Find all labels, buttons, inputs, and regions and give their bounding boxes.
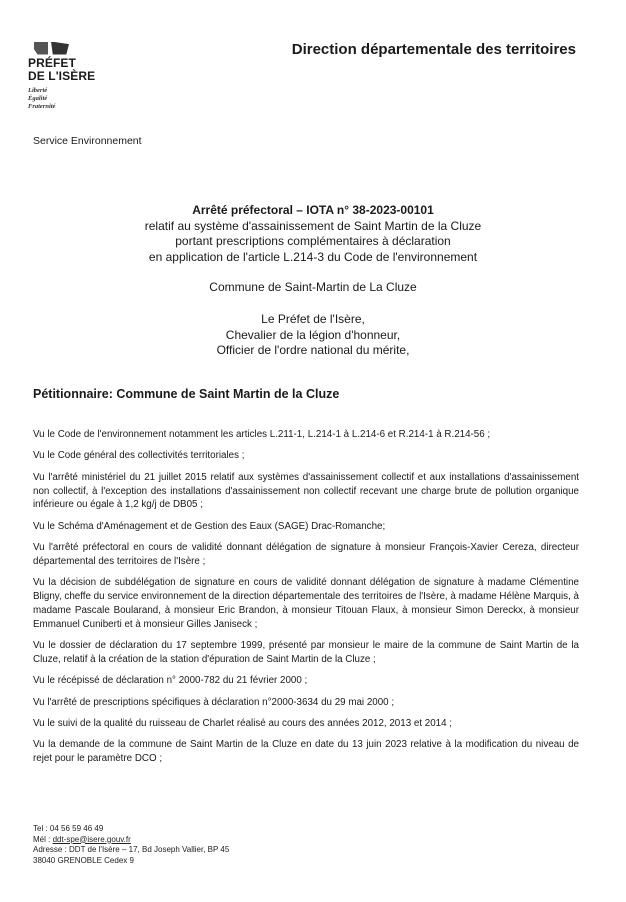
arrete-number: Arrêté préfectoral – IOTA n° 38-2023-00101 [192,203,434,217]
vu-item: Vu la décision de subdélégation de signature en cours de validité donnant délégation de signature à madame Clémentine Bligny, cheffe du service environnement de la direction départementale des territoires de l'Isère, à madame Hélène Marquis, à madame Pascale Boularand, à monsieur Eric Brandon, à monsieur Titouan Flaux, à monsieur Simon Dereckx, à monsieur Emmanuel Cuniberti et à monsieur Gilles Janiseck ; [33,577,579,630]
prefet-line2: Chevalier de la légion d'honneur, [225,327,401,342]
vu-item: Vu l'arrêté ministériel du 21 juillet 2015 relatif aux systèmes d'assainissement collectif et aux installations d'assainissement non collectif, à l'exception des installations d'assainissement non collectif recevant une charge brute de pollution organique inférieure ou égale à 1,2 kg/j de DB05 ; [33,471,579,511]
footer-mel-label: Mél : [33,834,53,844]
prefet-titles [0,312,626,359]
vu-item: Vu l'arrêté de prescriptions spécifiques à déclaration n°2000-3634 du 29 mai 2000 ; [33,696,395,708]
vu-item: Vu le Code de l'environnement notamment les articles L.211-1, L.214-1 à L.214-6 et R.214-1 à R.214-56 ; [33,429,491,440]
footer-address: Adresse : DDT de l'Isère – 17, Bd Joseph Vallier, BP 45 [33,845,230,854]
prefet-line3: Officier de l'ordre national du mérite, [216,343,410,357]
arrete-title [0,203,626,265]
direction-heading: Direction départementale des territoires [291,41,576,58]
footer-tel: Tel : 04 56 59 46 49 [33,824,104,833]
contact-footer [33,824,229,866]
motto-liberte: Liberté [28,87,48,94]
vu-item: Vu le récépissé de déclaration n° 2000-782 du 21 février 2000 ; [33,675,308,687]
vu-list [33,428,579,774]
motto-fraternite: Fraternité [28,103,56,110]
footer-email-link[interactable]: ddt-spe@isere.gouv.fr [52,834,131,844]
commune-name: Commune de Saint-Martin de La Cluze [209,280,417,294]
vu-item: Vu le Schéma d'Aménagement et de Gestion des Eaux (SAGE) Drac-Romanche; [33,520,386,532]
republic-motto [28,87,118,111]
vu-item: Vu le Code général des collectivités territoriales ; [33,450,245,462]
motto-egalite: Égalité [28,95,48,102]
logo-title-line1: PRÉFET [28,56,76,70]
prefet-line1: Le Préfet de l'Isère, [261,312,365,326]
service-name: Service Environnement [33,135,142,147]
vu-item: Vu la demande de la commune de Saint Martin de la Cluze en date du 13 juin 2023 relative à la modification du niveau de rejet pour le paramètre DCO ; [33,739,579,765]
logo-title-line2: DE L'ISÈRE [28,69,96,83]
arrete-prescriptions: portant prescriptions complémentaires à déclaration [175,234,451,248]
arrete-legal-basis: en application de l'article L.214-3 du Code de l'environnement [148,249,478,264]
vu-item: Vu le dossier de déclaration du 17 septembre 1999, présenté par monsieur le maire de la commune de Saint Martin de la Cluze, relatif à la création de la station d'épuration de Saint Martin de la Cluze ; [33,640,579,665]
prefet-logo [28,40,118,111]
vu-item: Vu le suivi de la qualité du ruisseau de Charlet réalisé au cours des années 2012, 2013 et 2014 ; [33,718,453,730]
arrete-subject: relatif au système d'assainissement de Saint Martin de la Cluze [144,218,482,233]
marianne-logo-icon [34,40,72,56]
footer-city: 38040 GRENOBLE Cedex 9 [33,855,134,865]
vu-item: Vu l'arrêté préfectoral en cours de validité donnant délégation de signature à monsieur François-Xavier Cereza, directeur départemental des territoires de l'Isère ; [33,542,579,567]
logo-title [28,57,118,83]
footer-mel-line [33,835,229,846]
petitionnaire-heading: Pétitionnaire: Commune de Saint Martin de la Cluze [33,387,340,401]
